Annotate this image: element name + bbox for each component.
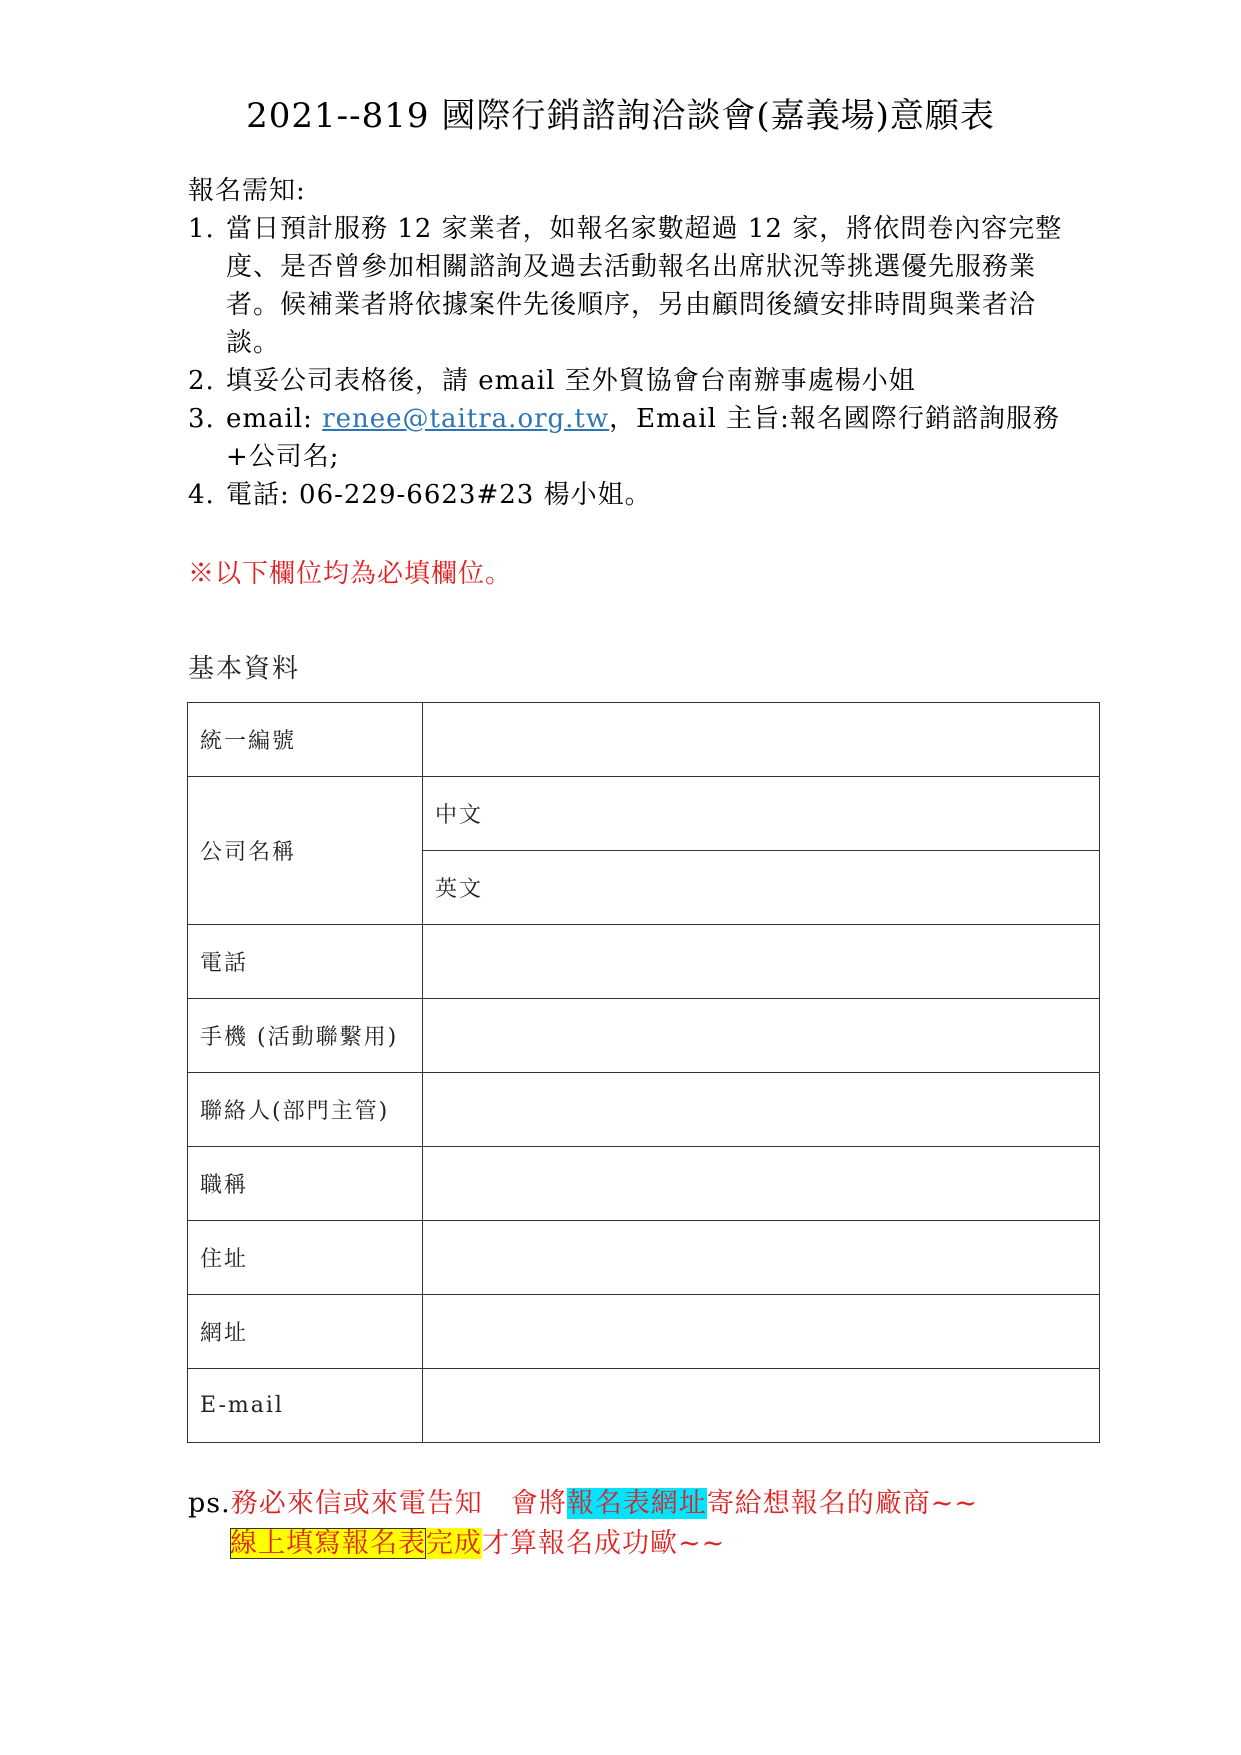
table-row <box>188 1147 1100 1221</box>
notice-item-3 <box>188 400 1068 476</box>
required-fields-note: ※以下欄位均為必填欄位。 <box>188 559 513 589</box>
highlighted-online-form-text: 線上填寫報名表 <box>230 1528 426 1559</box>
postscript-line-1 <box>188 1484 978 1524</box>
table-row <box>188 1369 1100 1443</box>
notice-item-number: 2. <box>188 366 215 396</box>
notice-item-number: 3. <box>188 404 215 434</box>
notice-heading: 報名需知: <box>188 176 306 206</box>
notice-item-text: 填妥公司表格後，請 email 至外貿協會台南辦事處楊小姐 <box>226 366 916 396</box>
table-row <box>188 999 1100 1073</box>
website-label: 網址 <box>188 1295 423 1369</box>
mobile-field[interactable] <box>423 999 1100 1073</box>
phone-field[interactable] <box>423 925 1100 999</box>
notice-item-text: 電話: 06-229-6623#23 楊小姐。 <box>226 480 652 510</box>
postscript-text: 務必來信或來電告知 會將 <box>230 1488 567 1519</box>
table-row <box>188 1221 1100 1295</box>
registration-notice <box>188 172 1068 514</box>
notice-email-prefix: email: <box>226 404 323 434</box>
notice-email-suffix: ，Email 主旨:報名國際行銷諮詢服務+公司名; <box>226 404 1060 472</box>
notice-item-text: 當日預計服務 12 家業者，如報名家數超過 12 家，將依問卷內容完整度、是否曾參加相關諮詢及過去活動報名出席狀況等挑選優先服務業者。候補業者將依據案件先後順序，另由顧問後續安排時間與業者洽談。 <box>226 214 1063 358</box>
contact-person-label: 聯絡人(部門主管) <box>188 1073 423 1147</box>
company-name-english-field[interactable]: 英文 <box>423 851 1100 925</box>
table-row <box>188 777 1100 851</box>
table-row <box>188 703 1100 777</box>
table-row <box>188 1073 1100 1147</box>
notice-item-1 <box>188 210 1068 362</box>
notice-item-4 <box>188 476 1068 514</box>
email-label: E-mail <box>188 1369 423 1443</box>
table-row <box>188 1295 1100 1369</box>
phone-label: 電話 <box>188 925 423 999</box>
company-name-chinese-field[interactable]: 中文 <box>423 777 1100 851</box>
notice-item-number: 1. <box>188 214 215 244</box>
highlighted-complete-text: 完成 <box>426 1528 482 1559</box>
tax-id-label: 統一編號 <box>188 703 423 777</box>
postscript-text: 才算報名成功歐~~ <box>482 1528 726 1559</box>
contact-person-field[interactable] <box>423 1073 1100 1147</box>
page-title: 2021--819 國際行銷諮詢洽談會(嘉義場)意願表 <box>246 96 995 136</box>
address-field[interactable] <box>423 1221 1100 1295</box>
address-label: 住址 <box>188 1221 423 1295</box>
job-title-field[interactable] <box>423 1147 1100 1221</box>
postscript-line-2 <box>188 1524 978 1564</box>
company-name-label: 公司名稱 <box>188 777 423 925</box>
contact-email-link[interactable]: renee@taitra.org.tw <box>322 404 610 434</box>
tax-id-field[interactable] <box>423 703 1100 777</box>
basic-info-section-label: 基本資料 <box>188 654 301 684</box>
postscript-prefix: ps. <box>188 1488 231 1519</box>
highlighted-form-url-text: 報名表網址 <box>566 1488 707 1519</box>
table-row <box>188 925 1100 999</box>
postscript-text: 寄給想報名的廠商~~ <box>706 1488 978 1519</box>
job-title-label: 職稱 <box>188 1147 423 1221</box>
postscript-note <box>188 1484 978 1564</box>
notice-item-number: 4. <box>188 480 215 510</box>
mobile-label: 手機 (活動聯繫用) <box>188 999 423 1073</box>
email-field[interactable] <box>423 1369 1100 1443</box>
basic-info-table <box>187 702 1100 1443</box>
website-field[interactable] <box>423 1295 1100 1369</box>
notice-item-2 <box>188 362 1068 400</box>
